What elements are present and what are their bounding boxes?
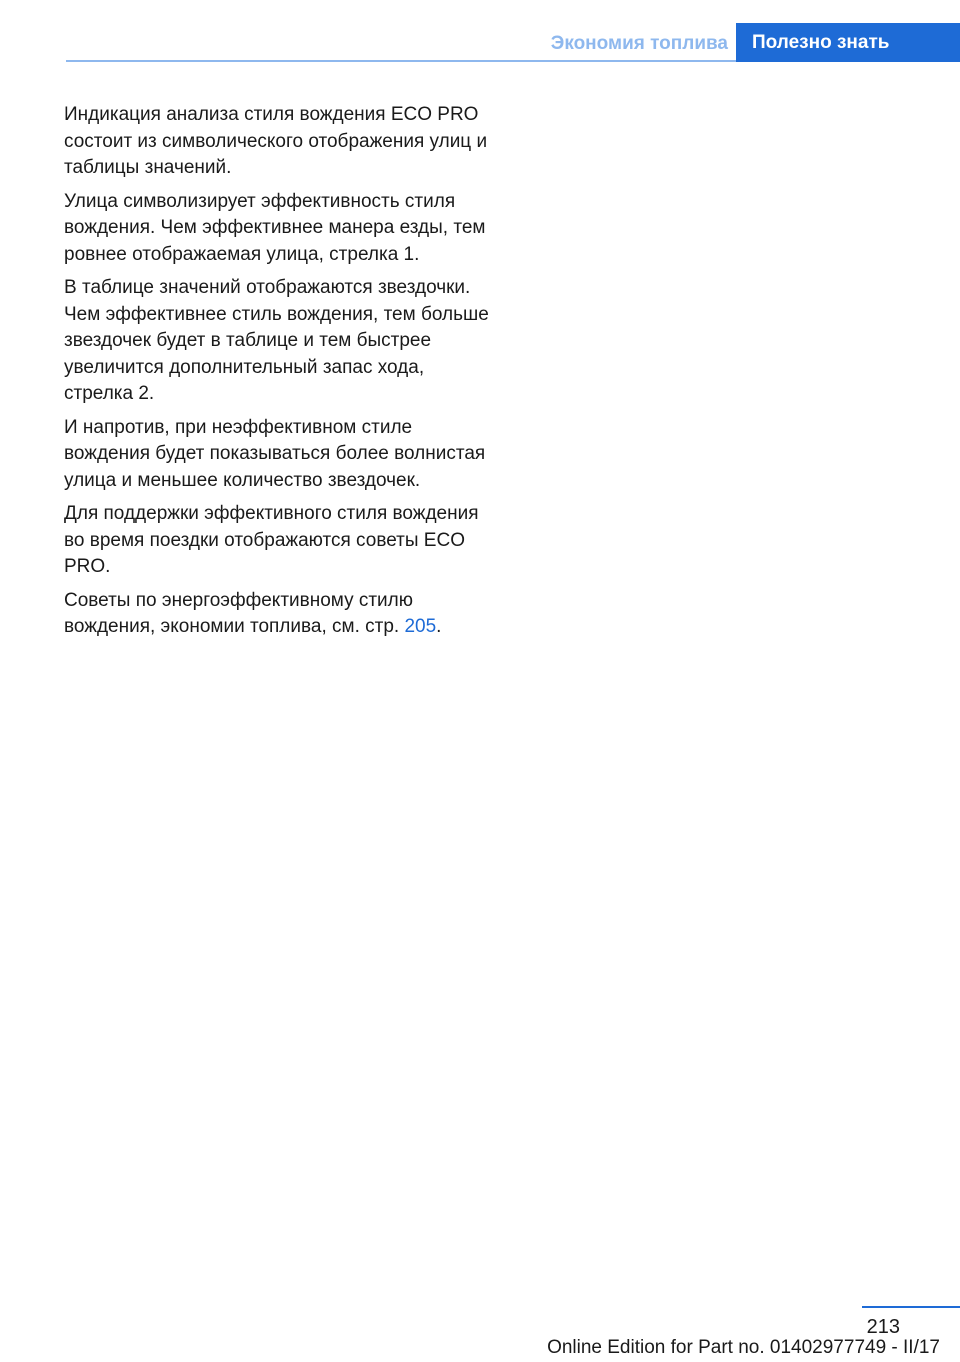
paragraph: Индикация анализа стиля вождения ECO PRO состоит из символического отображения улиц и таблицы значений. [64,104,488,178]
footer-rule [862,1306,960,1308]
paragraph: В таблице значений отображаются звездочки. Чем эффективнее стиль вождения, тем больше звездочек будет в таблице и тем быстрее увеличится дополнительный запас хода, стрелка 2. [64,277,489,404]
header-chapter-tab: Полезно знать [736,23,960,62]
edition-footer: Online Edition for Part no. 01402977749 - II/17 [547,1337,940,1358]
paragraph: Для поддержки эффективного стиля вождения во время поездки отображаются советы ECO PRO. [64,503,479,577]
paragraph-end: . [436,616,442,637]
header-section-title: Экономия топлива [550,33,728,54]
page-number: 213 [866,1316,900,1338]
page-reference-link[interactable]: 205 [404,616,437,637]
body-text [64,102,490,648]
paragraph-with-link [64,588,490,641]
paragraph: Улица символизирует эффективность стиля вождения. Чем эффективнее манера езды, тем ровнее отображаемая улица, стрелка 1. [64,190,486,265]
paragraph-text: Советы по энергоэффективному стилю вождения, экономии топлива, см. стр. [64,589,414,637]
paragraph: И напротив, при неэффективном стиле вождения будет показываться более волнистая улица и меньшее количество звездочек. [64,416,486,491]
